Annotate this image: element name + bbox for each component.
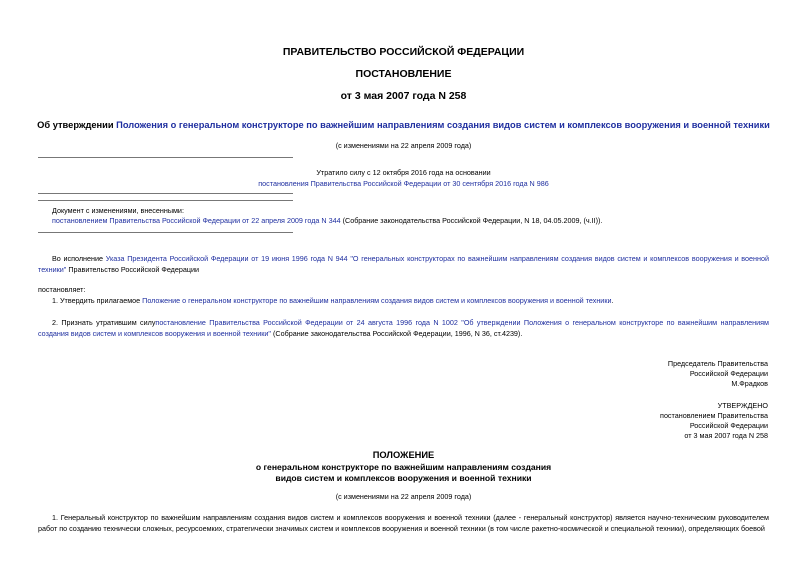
divider [38, 200, 293, 201]
repealed-decree-link[interactable]: постановление Правительства Российской Федерации от 24 августа 1996 года N 1002 "Об утверждении Положения о генеральном конструкторе по важнейшим направлениям создания видов систем и комплексов вооружения и военной техники" [38, 318, 769, 338]
item-2 [38, 318, 769, 339]
expired-notice: Утратило силу с 12 октября 2016 года на основании [316, 168, 491, 177]
regulation-paragraph-1: 1. Генеральный конструктор по важнейшим направлениям создания видов систем и комплексов вооружения и военной техники (далее - генеральный конструктор) является научно-техническим руководителем работ по созданию технически сложных, ресурсоемких, стратегически значимых систем и комплексов вооружения и военной техники (в том числе ракетно-космической и специальной техники), определяющих боевой [38, 513, 769, 533]
signature-block [468, 359, 768, 389]
regulation-subtitle-1: о генеральном конструкторе по важнейшим направлениям создания [255, 462, 552, 472]
preamble-tail: Правительство Российской Федерации [66, 264, 200, 274]
approval-date: от 3 мая 2007 года N 258 [684, 431, 768, 440]
item-2-prefix: 2. Признать утратившим силу [52, 318, 156, 327]
item-2-tail: (Собрание законодательства Российской Федерации, 1996, N 36, ст.4239). [271, 328, 523, 338]
changes-line [52, 216, 772, 226]
decree-link[interactable]: Указа Президента Российской Федерации от 19 июня 1996 года N 944 "О генеральных конструкторах по важнейшим направлениям создания видов систем и комплексов вооружения и военной техники" [38, 254, 769, 274]
expired-link[interactable]: постановления Правительства Российской Федерации от 30 сентября 2016 года N 986 [258, 179, 549, 188]
government-heading: ПРАВИТЕЛЬСТВО РОССИЙСКОЙ ФЕДЕРАЦИИ [282, 46, 525, 58]
title-link[interactable]: Положения о генеральном конструкторе по важнейшим направлениям создания видов систем и комплексов вооружения и военной техники [116, 120, 770, 130]
signature-country: Российской Федерации [689, 369, 768, 378]
divider [38, 232, 293, 233]
preamble-paragraph [38, 254, 769, 275]
item-1 [52, 296, 769, 306]
document-type: ПОСТАНОВЛЕНИЕ [355, 68, 452, 80]
regulation-title: ПОЛОЖЕНИЕ [372, 450, 435, 460]
approval-by: постановлением Правительства [660, 411, 768, 420]
regulation-subtitle-2: видов систем и комплексов вооружения и военной техники [275, 473, 532, 483]
changes-label: Документ с изменениями, внесенными: [52, 206, 184, 215]
decrees-word: постановляет: [38, 285, 86, 294]
divider [38, 157, 293, 158]
document-title [10, 120, 797, 130]
preamble-prefix: Во исполнение [52, 254, 106, 263]
document-date-number: от 3 мая 2007 года N 258 [340, 90, 467, 102]
divider [38, 193, 293, 194]
changes-tail: (Собрание законодательства Российской Федерации, N 18, 04.05.2009, (ч.II)). [340, 216, 603, 225]
approval-country: Российской Федерации [689, 421, 768, 430]
changes-link[interactable]: постановлением Правительства Российской Федерации от 22 апреля 2009 года N 344 [52, 216, 341, 225]
regulation-link[interactable]: Положение о генеральном конструкторе по важнейшим направлениям создания видов систем и комплексов вооружения и военной техники [142, 296, 612, 305]
item-1-prefix: 1. Утвердить прилагаемое [52, 296, 143, 305]
item-1-tail: . [611, 296, 614, 305]
signature-title: Председатель Правительства [667, 359, 768, 368]
title-prefix: Об утверждении [37, 120, 117, 130]
approval-block [468, 401, 768, 441]
approval-heading: УТВЕРЖДЕНО [717, 401, 768, 410]
signature-name: М.Фрадков [731, 379, 768, 388]
amended-note: (с изменениями на 22 апреля 2009 года) [335, 141, 472, 150]
regulation-amended-note: (с изменениями на 22 апреля 2009 года) [335, 492, 472, 501]
